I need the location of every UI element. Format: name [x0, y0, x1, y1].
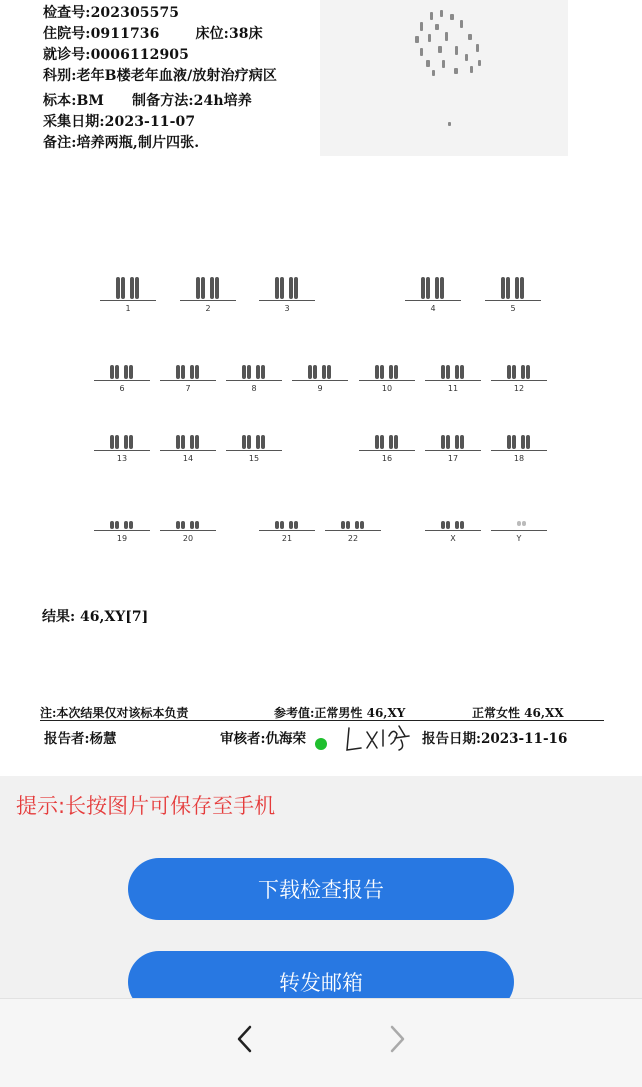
- reporter: 报告者:杨慧: [44, 731, 117, 747]
- visit-number-line: [43, 46, 189, 64]
- chromosome-pair-5: [485, 270, 541, 320]
- department-line: [43, 67, 277, 85]
- chromosome-label: 15: [248, 454, 260, 463]
- chromosome-label: 6: [119, 384, 125, 393]
- chromosome-pair-14: [160, 420, 216, 470]
- chromosome-pair-12: [491, 350, 547, 400]
- chromosome-pair-20: [160, 500, 216, 550]
- reference-male: 参考值:正常男性 46,XY: [274, 706, 406, 720]
- chromosome-label: 20: [182, 534, 194, 543]
- chromosome-pair-7: [160, 350, 216, 400]
- chromosome-label: 2: [205, 304, 211, 313]
- chromosome-label: 9: [317, 384, 323, 393]
- chromosome-label: 7: [185, 384, 191, 393]
- inpatient-value: 0911736: [90, 26, 160, 42]
- chromosome-label: 17: [447, 454, 459, 463]
- chromosome-pair-17: [425, 420, 481, 470]
- collection-date-label: 采集日期:: [43, 114, 105, 130]
- remark-value: 培养两瓶,制片四张.: [76, 135, 200, 151]
- chromosome-pair-9: [292, 350, 348, 400]
- specimen-value: BM: [76, 93, 104, 109]
- reference-female: 正常女性 46,XX: [472, 706, 564, 720]
- chromosome-pair-y: [491, 500, 547, 550]
- chromosome-label: 19: [116, 534, 128, 543]
- chromosome-label: 16: [381, 454, 393, 463]
- handwritten-signature: [343, 722, 413, 754]
- report-date: 报告日期:2023-11-16: [422, 731, 568, 747]
- chromosome-pair-3: [259, 270, 315, 320]
- inpatient-label: 住院号:: [43, 26, 91, 42]
- chromosome-pair-21: [259, 500, 315, 550]
- chevron-right-icon[interactable]: [377, 1019, 417, 1059]
- chromosome-label: 13: [116, 454, 128, 463]
- collection-date-value: 2023-11-07: [104, 114, 196, 130]
- chromosome-pair-16: [359, 420, 415, 470]
- chromosome-pair-x: [425, 500, 481, 550]
- method-value: 24h培养: [193, 93, 252, 109]
- chromosome-label: 22: [347, 534, 359, 543]
- specimen-label: 标本:: [43, 93, 77, 109]
- bed-label: 床位:: [195, 26, 229, 42]
- chromosome-pair-10: [359, 350, 415, 400]
- chromosome-label: Y: [516, 534, 522, 543]
- disclaimer-note: 注:本次结果仅对该标本负责: [40, 706, 189, 720]
- chromosome-label: 18: [513, 454, 525, 463]
- department-label: 科别:: [43, 68, 77, 84]
- chevron-left-icon[interactable]: [225, 1019, 265, 1059]
- chromosome-pair-11: [425, 350, 481, 400]
- forward-email-button[interactable]: 转发邮箱: [128, 951, 514, 1013]
- remark-label: 备注:: [43, 135, 77, 151]
- reviewer: 审核者:仇海荣: [220, 731, 306, 747]
- metaphase-spread-image: [320, 0, 568, 156]
- bed-value: 38床: [228, 26, 263, 42]
- department-value: 老年B楼老年血液/放射治疗病区: [76, 68, 277, 84]
- chromosome-pair-22: [325, 500, 381, 550]
- chromosome-pair-19: [94, 500, 150, 550]
- exam-number-line: [43, 4, 179, 22]
- chromosome-pair-6: [94, 350, 150, 400]
- exam-number-label: 检查号:: [43, 5, 91, 21]
- chromosome-label: 21: [281, 534, 293, 543]
- browser-navbar: [0, 998, 642, 1087]
- action-panel: [0, 776, 642, 998]
- inpatient-line: [43, 25, 263, 43]
- method-label: 制备方法:: [132, 93, 194, 109]
- chromosome-label: 11: [447, 384, 459, 393]
- remark-line: [43, 134, 199, 152]
- chromosome-label: 10: [381, 384, 393, 393]
- chromosome-label: 3: [284, 304, 290, 313]
- chromosome-pair-2: [180, 270, 236, 320]
- specimen-line: [43, 92, 252, 110]
- chromosome-label: X: [450, 534, 456, 543]
- reference-note-line: [40, 704, 604, 721]
- chromosome-pair-1: [100, 270, 156, 320]
- online-status-dot: [315, 738, 327, 750]
- exam-number-value: 202305575: [90, 5, 180, 21]
- collection-date-line: [43, 113, 195, 131]
- chromosome-pair-8: [226, 350, 282, 400]
- visit-number-label: 就诊号:: [43, 47, 91, 63]
- chromosome-pair-18: [491, 420, 547, 470]
- chromosome-label: 8: [251, 384, 257, 393]
- visit-number-value: 0006112905: [90, 47, 189, 63]
- chromosome-label: 12: [513, 384, 525, 393]
- chromosome-label: 1: [125, 304, 131, 313]
- chromosome-label: 5: [510, 304, 516, 313]
- chromosome-label: 14: [182, 454, 194, 463]
- download-report-button[interactable]: 下载检查报告: [128, 858, 514, 920]
- chromosome-pair-13: [94, 420, 150, 470]
- chromosome-label: 4: [430, 304, 436, 313]
- save-tip: 提示:长按图片可保存至手机: [16, 794, 276, 818]
- chromosome-pair-4: [405, 270, 461, 320]
- chromosome-pair-15: [226, 420, 282, 470]
- result-text: 结果: 46,XY[7]: [42, 609, 149, 625]
